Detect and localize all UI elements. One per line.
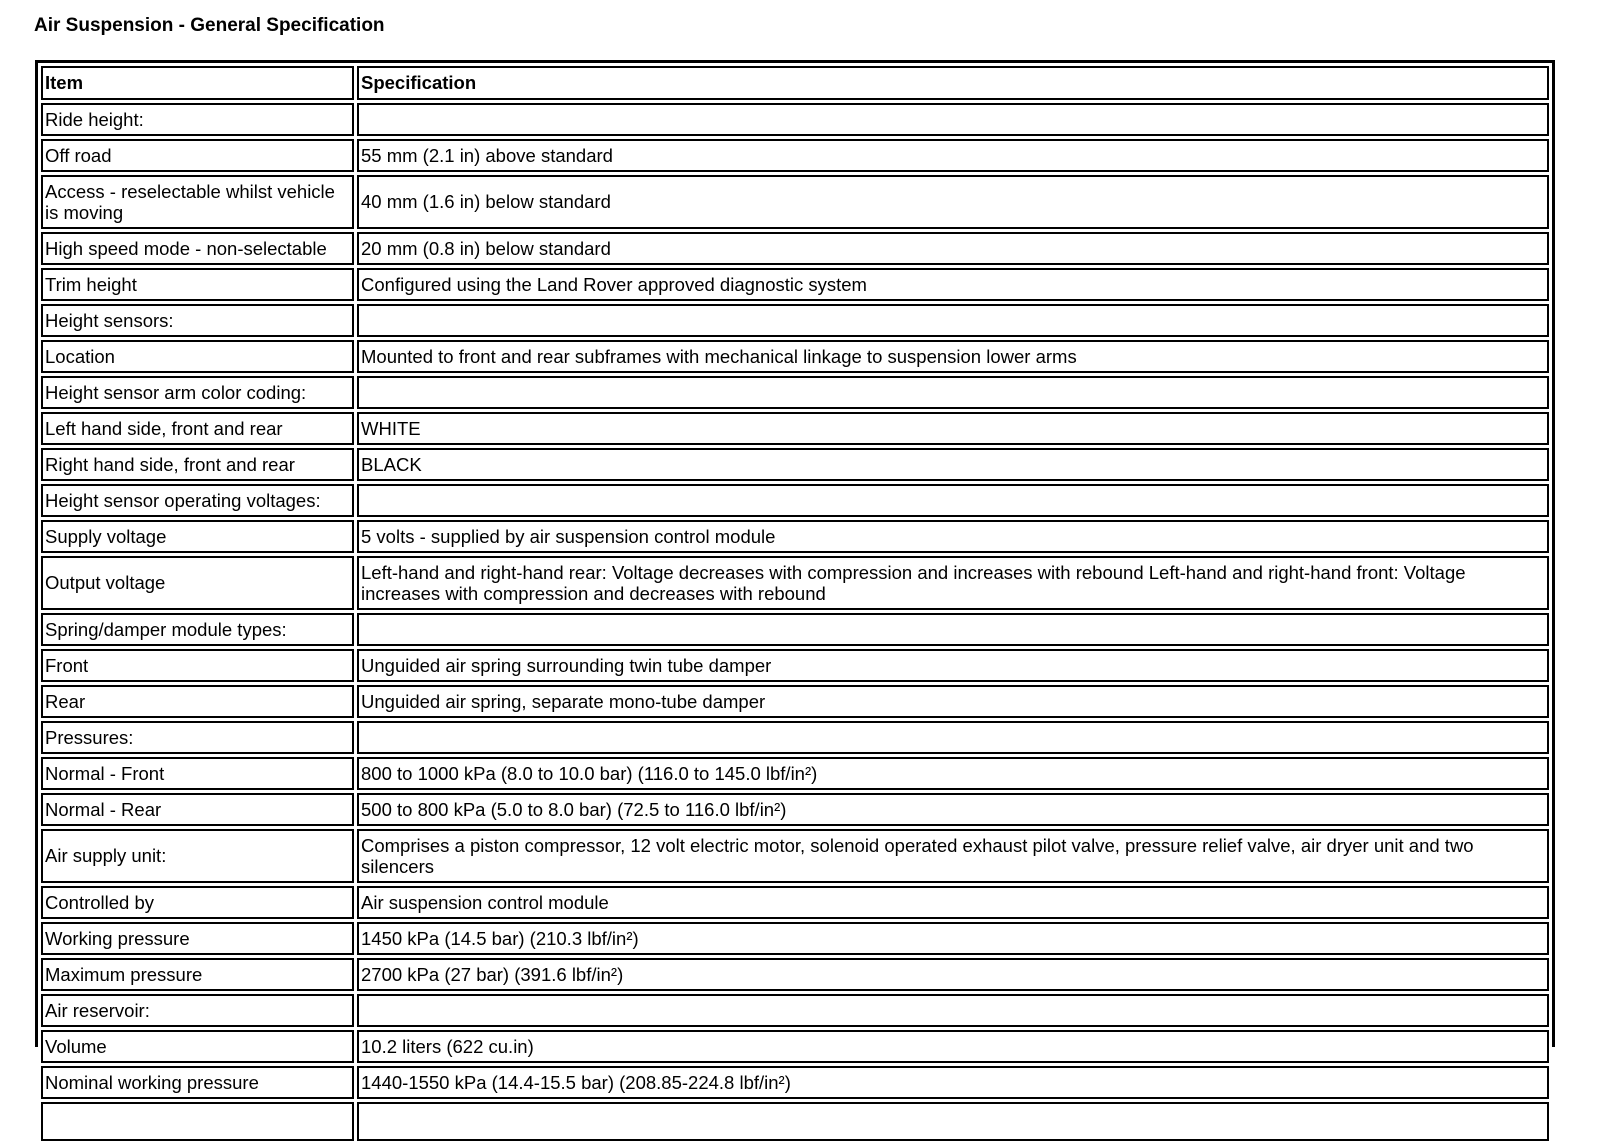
table-row <box>41 793 1549 826</box>
row-item: Air supply unit: <box>41 829 354 883</box>
row-spec: 1450 kPa (14.5 bar) (210.3 lbf/in²) <box>357 922 1549 955</box>
table-row <box>41 994 1549 1027</box>
table-row <box>41 721 1549 754</box>
row-item: Spring/damper module types: <box>41 613 354 646</box>
row-spec <box>357 721 1549 754</box>
table-row <box>41 103 1549 136</box>
row-item-empty <box>41 1102 354 1141</box>
table-row <box>41 613 1549 646</box>
row-spec: Unguided air spring, separate mono-tube damper <box>357 685 1549 718</box>
table-row <box>41 886 1549 919</box>
header-item: Item <box>41 66 354 100</box>
row-item: High speed mode - non-selectable <box>41 232 354 265</box>
table-row <box>41 268 1549 301</box>
page-title: Air Suspension - General Specification <box>34 15 385 36</box>
table-row <box>41 922 1549 955</box>
row-spec: 20 mm (0.8 in) below standard <box>357 232 1549 265</box>
row-item: Output voltage <box>41 556 354 610</box>
row-item: Supply voltage <box>41 520 354 553</box>
table-header-row <box>41 66 1549 100</box>
table-row <box>41 175 1549 229</box>
row-spec <box>357 484 1549 517</box>
header-specification: Specification <box>357 66 1549 100</box>
row-item: Left hand side, front and rear <box>41 412 354 445</box>
row-spec <box>357 994 1549 1027</box>
spec-table-container <box>35 60 1555 1093</box>
row-spec <box>357 103 1549 136</box>
row-item: Rear <box>41 685 354 718</box>
table-row <box>41 958 1549 991</box>
table-row <box>41 520 1549 553</box>
row-item: Height sensor arm color coding: <box>41 376 354 409</box>
row-spec: Comprises a piston compressor, 12 volt electric motor, solenoid operated exhaust pilot valve, pressure relief valve, air dryer unit and two silencers <box>357 829 1549 883</box>
table-row <box>41 139 1549 172</box>
row-spec <box>357 304 1549 337</box>
row-spec: 500 to 800 kPa (5.0 to 8.0 bar) (72.5 to 116.0 lbf/in²) <box>357 793 1549 826</box>
row-item: Controlled by <box>41 886 354 919</box>
row-spec: 55 mm (2.1 in) above standard <box>357 139 1549 172</box>
row-item: Working pressure <box>41 922 354 955</box>
table-row <box>41 1030 1549 1063</box>
table-row-cut-off <box>41 1102 1549 1141</box>
row-spec <box>357 613 1549 646</box>
row-spec: 10.2 liters (622 cu.in) <box>357 1030 1549 1063</box>
row-item: Normal - Front <box>41 757 354 790</box>
row-item: Trim height <box>41 268 354 301</box>
spec-table <box>38 63 1552 1144</box>
row-spec: 1440-1550 kPa (14.4-15.5 bar) (208.85-224.8 lbf/in²) <box>357 1066 1549 1099</box>
row-spec <box>357 376 1549 409</box>
table-row <box>41 484 1549 517</box>
table-row <box>41 685 1549 718</box>
table-row <box>41 412 1549 445</box>
row-spec: 2700 kPa (27 bar) (391.6 lbf/in²) <box>357 958 1549 991</box>
row-spec: BLACK <box>357 448 1549 481</box>
table-row <box>41 376 1549 409</box>
row-spec: Air suspension control module <box>357 886 1549 919</box>
row-spec-empty <box>357 1102 1549 1141</box>
row-item: Volume <box>41 1030 354 1063</box>
row-spec: 5 volts - supplied by air suspension control module <box>357 520 1549 553</box>
row-item: Front <box>41 649 354 682</box>
table-row <box>41 448 1549 481</box>
row-item: Nominal working pressure <box>41 1066 354 1099</box>
table-row <box>41 829 1549 883</box>
row-item: Off road <box>41 139 354 172</box>
table-row <box>41 649 1549 682</box>
table-row <box>41 556 1549 610</box>
row-item: Normal - Rear <box>41 793 354 826</box>
row-spec: Unguided air spring surrounding twin tube damper <box>357 649 1549 682</box>
row-spec: Left-hand and right-hand rear: Voltage decreases with compression and increases with rebound Left-hand and right-hand front: Voltage increases with compression and decreases with rebound <box>357 556 1549 610</box>
row-spec: WHITE <box>357 412 1549 445</box>
row-item: Height sensor operating voltages: <box>41 484 354 517</box>
row-spec: 800 to 1000 kPa (8.0 to 10.0 bar) (116.0 to 145.0 lbf/in²) <box>357 757 1549 790</box>
table-row <box>41 340 1549 373</box>
row-item: Access - reselectable whilst vehicle is moving <box>41 175 354 229</box>
row-item: Right hand side, front and rear <box>41 448 354 481</box>
row-item: Maximum pressure <box>41 958 354 991</box>
row-item: Air reservoir: <box>41 994 354 1027</box>
row-item: Height sensors: <box>41 304 354 337</box>
table-row <box>41 232 1549 265</box>
row-spec: 40 mm (1.6 in) below standard <box>357 175 1549 229</box>
row-item: Pressures: <box>41 721 354 754</box>
table-row <box>41 304 1549 337</box>
table-row <box>41 1066 1549 1099</box>
row-item: Location <box>41 340 354 373</box>
row-spec: Configured using the Land Rover approved diagnostic system <box>357 268 1549 301</box>
table-row <box>41 757 1549 790</box>
row-item: Ride height: <box>41 103 354 136</box>
row-spec: Mounted to front and rear subframes with mechanical linkage to suspension lower arms <box>357 340 1549 373</box>
